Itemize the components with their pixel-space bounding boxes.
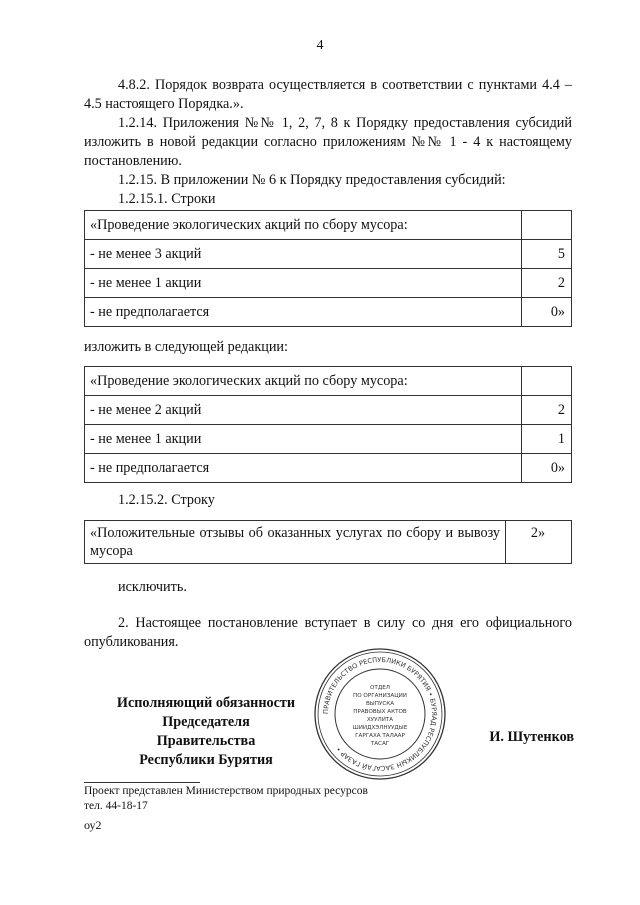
table-old-rows xyxy=(84,210,572,327)
table-cell-empty xyxy=(522,211,572,240)
footer-note xyxy=(84,784,368,814)
table-removed-row xyxy=(84,520,572,564)
table-row xyxy=(85,521,572,564)
table-cell-value: 0» xyxy=(522,454,572,483)
table-row xyxy=(85,367,572,396)
signature-line: Республики Бурятия xyxy=(139,752,273,768)
body-text-top xyxy=(84,76,572,209)
table-cell-value: 2 xyxy=(522,269,572,298)
stamp-line: ПРАВОВЫХ АКТОВ xyxy=(353,709,407,715)
table-cell-value: 2» xyxy=(506,521,572,564)
document-code: оу2 xyxy=(84,818,102,832)
paragraph-1-2-15-1: 1.2.15.1. Строки xyxy=(118,191,216,207)
table-cell-label: - не менее 3 акций xyxy=(85,240,522,269)
stamp-line: ШИИДХЭЛНУУДЫЕ xyxy=(352,725,408,731)
page-number: 4 xyxy=(316,38,324,53)
table-row xyxy=(85,298,572,327)
table-row xyxy=(85,396,572,425)
table-row xyxy=(85,425,572,454)
table-row xyxy=(85,240,572,269)
mid-text xyxy=(84,338,572,357)
table-cell-empty xyxy=(522,367,572,396)
signature-line: Председателя Правительства xyxy=(156,714,256,749)
table-cell-label: - не предполагается xyxy=(85,298,522,327)
signature-name: И. Шутенков xyxy=(489,729,574,745)
table-cell-value: 5 xyxy=(522,240,572,269)
stamp-line: ХУУЛИТА xyxy=(366,717,394,723)
stamp-line: ГАРГАХА ТАЛААР xyxy=(355,733,405,739)
paragraph-2: 2. Настоящее постановление вступает в силу со дня его официального опубликования. xyxy=(84,615,572,650)
stamp-line: ПО ОРГАНИЗАЦИИ xyxy=(353,693,407,699)
table-cell-label: - не менее 2 акций xyxy=(85,396,522,425)
table-cell-label: - не менее 1 акции xyxy=(85,269,522,298)
stamp-line: ВЫПУСКА xyxy=(365,701,395,707)
table-row xyxy=(85,211,572,240)
table-cell-value: 2 xyxy=(522,396,572,425)
table-cell-header: «Проведение экологических акций по сбору мусора: xyxy=(85,367,522,396)
table-new-rows xyxy=(84,366,572,483)
stamp-line: ТАСАГ xyxy=(370,741,390,747)
footer-line-1: Проект представлен Министерством природных ресурсов xyxy=(84,785,368,797)
stamp-seal xyxy=(313,647,447,781)
table-cell-label: «Положительные отзывы об оказанных услугах по сбору и вывозу мусора xyxy=(85,521,506,564)
table-row xyxy=(85,269,572,298)
table-cell-header: «Проведение экологических акций по сбору мусора: xyxy=(85,211,522,240)
paragraph-exclude-block xyxy=(84,578,572,597)
signature-title xyxy=(112,694,300,770)
paragraph-1-2-15: 1.2.15. В приложении № 6 к Порядку предоставления субсидий: xyxy=(118,172,506,188)
official-stamp xyxy=(313,647,447,786)
signature-line: Исполняющий обязанности xyxy=(116,695,296,711)
paragraph-4-8-2: 4.8.2. Порядок возврата осуществляется в соответствии с пунктами 4.4 – 4.5 настоящего Порядка.». xyxy=(84,77,572,112)
table-cell-label: - не предполагается xyxy=(85,454,522,483)
paragraph-1-2-15-2-block xyxy=(84,491,572,510)
paragraph-1-2-15-2: 1.2.15.2. Строку xyxy=(118,492,215,508)
table-row xyxy=(85,454,572,483)
stamp-line: ОТДЕЛ xyxy=(370,685,390,691)
table-cell-label: - не менее 1 акции xyxy=(85,425,522,454)
paragraph-1-2-14: 1.2.14. Приложения №№ 1, 2, 7, 8 к Порядку предоставления субсидий изложить в новой редакции согласно приложениям №№ 1 - 4 к настоящему постановлению. xyxy=(84,115,572,169)
paragraph-exclude: исключить. xyxy=(118,579,187,595)
table-cell-value: 1 xyxy=(522,425,572,454)
footer-phone: тел. 44-18-17 xyxy=(84,800,148,812)
footer-divider xyxy=(84,782,200,783)
paragraph-new-edition: изложить в следующей редакции: xyxy=(84,339,288,355)
stamp-ring-text: ПРАВИТЕЛЬСТВО РЕСПУБЛИКИ БУРЯТИЯ • БУРЯАД РЕСПУБЛИКЫН ЗАСАГАЙ ГАЗАР • xyxy=(321,655,439,773)
table-cell-value: 0» xyxy=(522,298,572,327)
